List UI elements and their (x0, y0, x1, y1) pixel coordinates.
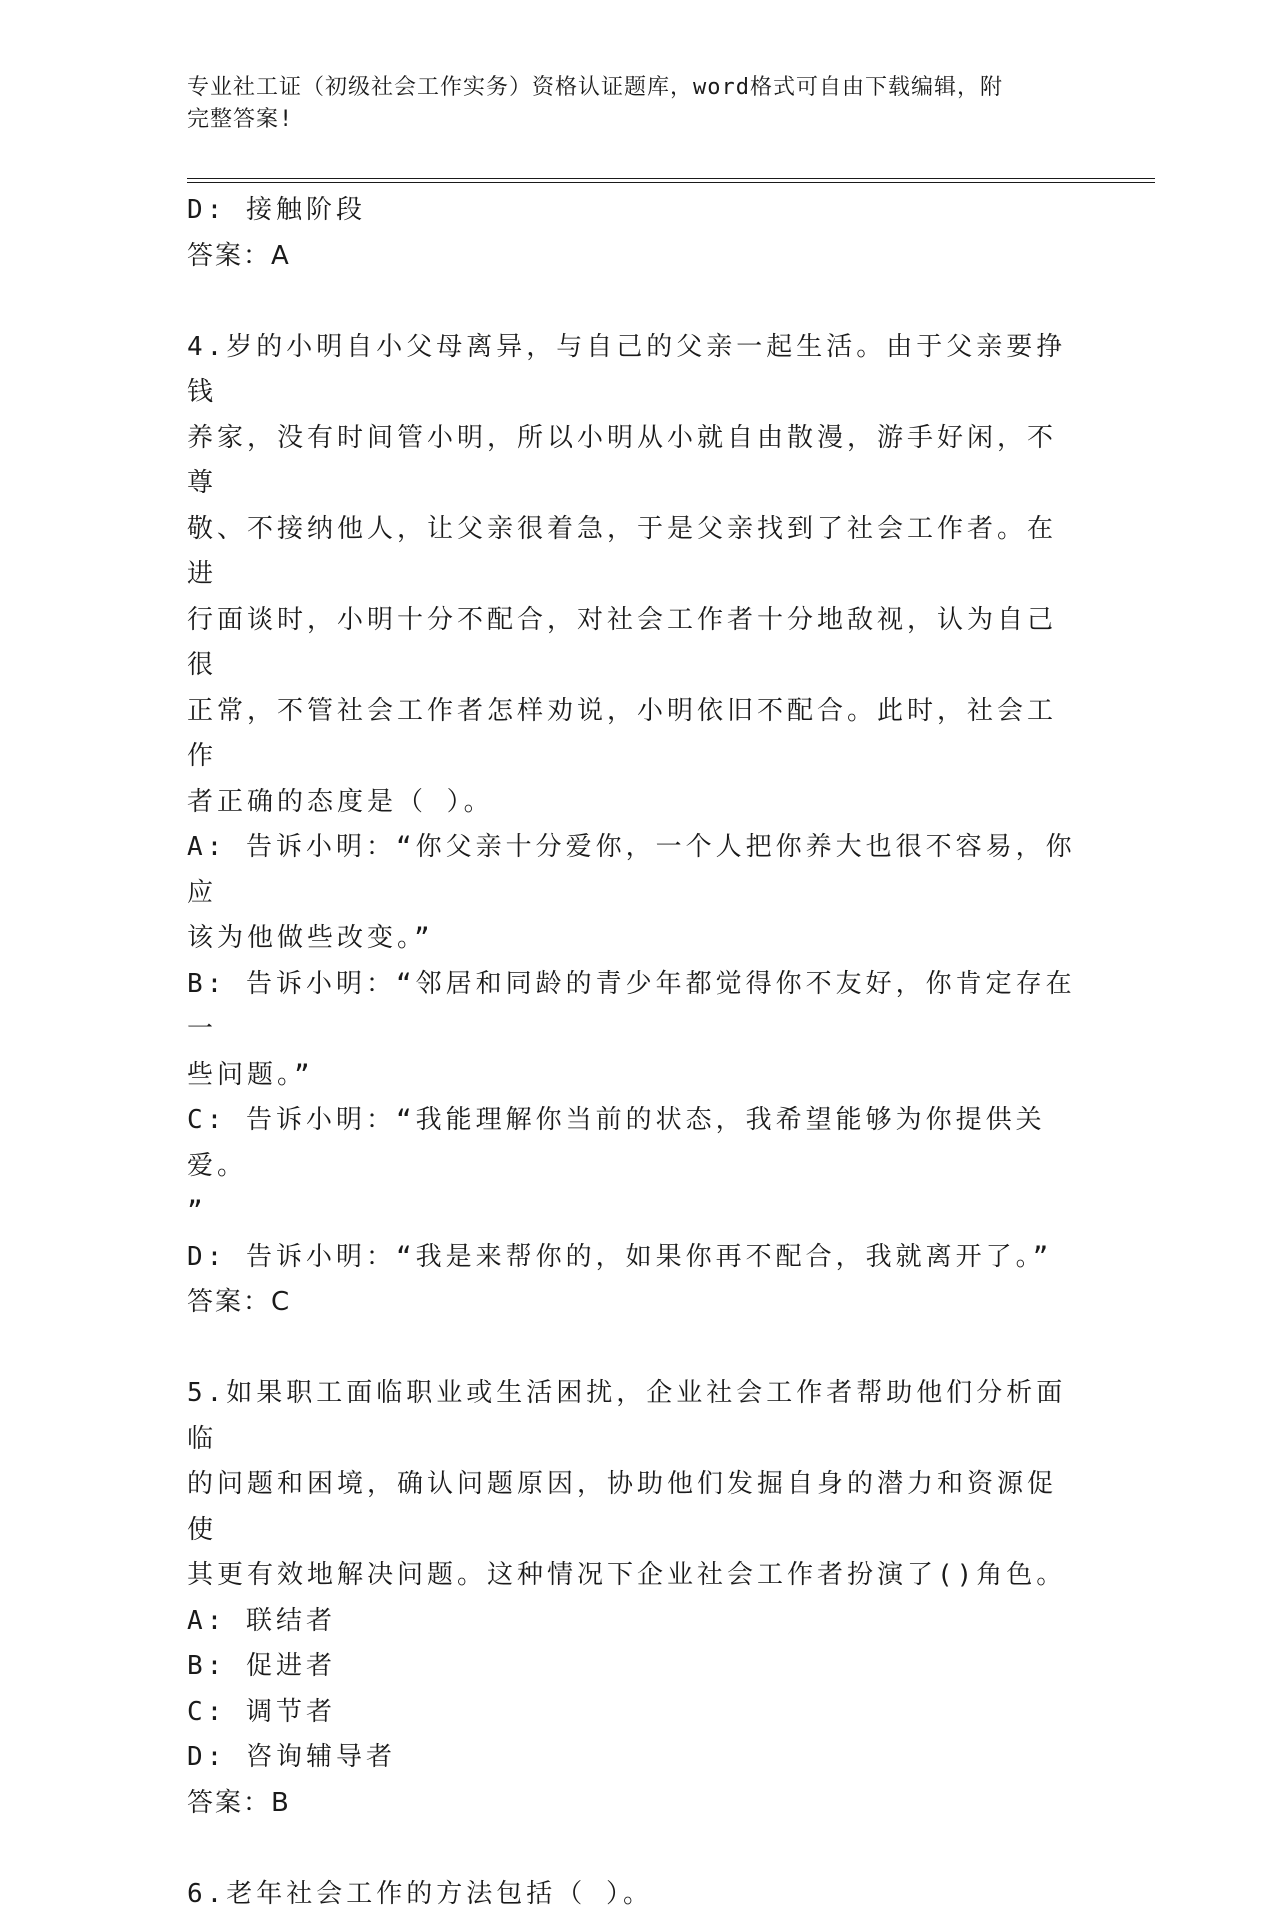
document-body (187, 188, 1077, 1917)
q4-option-d: D: 告诉小明：“我是来帮你的，如果你再不配合，我就离开了。” (187, 1235, 1077, 1281)
q5-option-a: A: 联结者 (187, 1599, 1077, 1645)
q4-option-c: C: 告诉小明：“我能理解你当前的状态，我希望能够为你提供关爱。 (187, 1098, 1077, 1189)
q4-stem-line: 4.岁的小明自小父母离异，与自己的父亲一起生活。由于父亲要挣钱 (187, 325, 1077, 416)
spacer (187, 1326, 1077, 1372)
header-title-line-1: 专业社工证（初级社会工作实务）资格认证题库，word格式可自由下载编辑，附 (187, 72, 1057, 104)
header-title-line-2: 完整答案! (187, 104, 1057, 136)
question-6 (187, 1872, 1077, 1917)
q5-option-c: C: 调节者 (187, 1690, 1077, 1736)
q6-stem: 6.老年社会工作的方法包括（ ）。 (187, 1872, 1077, 1917)
q5-answer: 答案：B (187, 1781, 1077, 1827)
q4-option-b: B: 告诉小明：“邻居和同龄的青少年都觉得你不友好，你肯定存在一 (187, 962, 1077, 1053)
q4-option-a: A: 告诉小明：“你父亲十分爱你，一个人把你养大也很不容易，你应 (187, 825, 1077, 916)
q5-stem-line: 5.如果职工面临职业或生活困扰，企业社会工作者帮助他们分析面临 (187, 1371, 1077, 1462)
question-5 (187, 1371, 1077, 1826)
question-4 (187, 325, 1077, 1326)
q4-stem-line: 行面谈时，小明十分不配合，对社会工作者十分地敌视，认为自己很 (187, 598, 1077, 689)
q4-stem-line: 正常，不管社会工作者怎样劝说，小明依旧不配合。此时，社会工作 (187, 689, 1077, 780)
q4-stem-line: 敬、不接纳他人，让父亲很着急，于是父亲找到了社会工作者。在进 (187, 507, 1077, 598)
q3-option-d: D: 接触阶段 (187, 188, 1077, 234)
q5-option-b: B: 促进者 (187, 1644, 1077, 1690)
q4-stem-line: 养家，没有时间管小明，所以小明从小就自由散漫，游手好闲，不尊 (187, 416, 1077, 507)
q5-option-d: D: 咨询辅导者 (187, 1735, 1077, 1781)
q3-answer: 答案：A (187, 234, 1077, 280)
spacer (187, 279, 1077, 325)
q5-stem-line: 其更有效地解决问题。这种情况下企业社会工作者扮演了()角色。 (187, 1553, 1077, 1599)
q4-option-c-cont: ” (187, 1189, 1077, 1235)
q4-option-b-cont: 些问题。” (187, 1053, 1077, 1099)
spacer (187, 1826, 1077, 1872)
q4-stem-line: 者正确的态度是（ ）。 (187, 780, 1077, 826)
q4-answer: 答案：C (187, 1280, 1077, 1326)
q5-stem-line: 的问题和困境，确认问题原因，协助他们发掘自身的潜力和资源促使 (187, 1462, 1077, 1553)
header-double-rule (187, 178, 1155, 183)
page-header (187, 72, 1057, 136)
q4-option-a-cont: 该为他做些改变。” (187, 916, 1077, 962)
